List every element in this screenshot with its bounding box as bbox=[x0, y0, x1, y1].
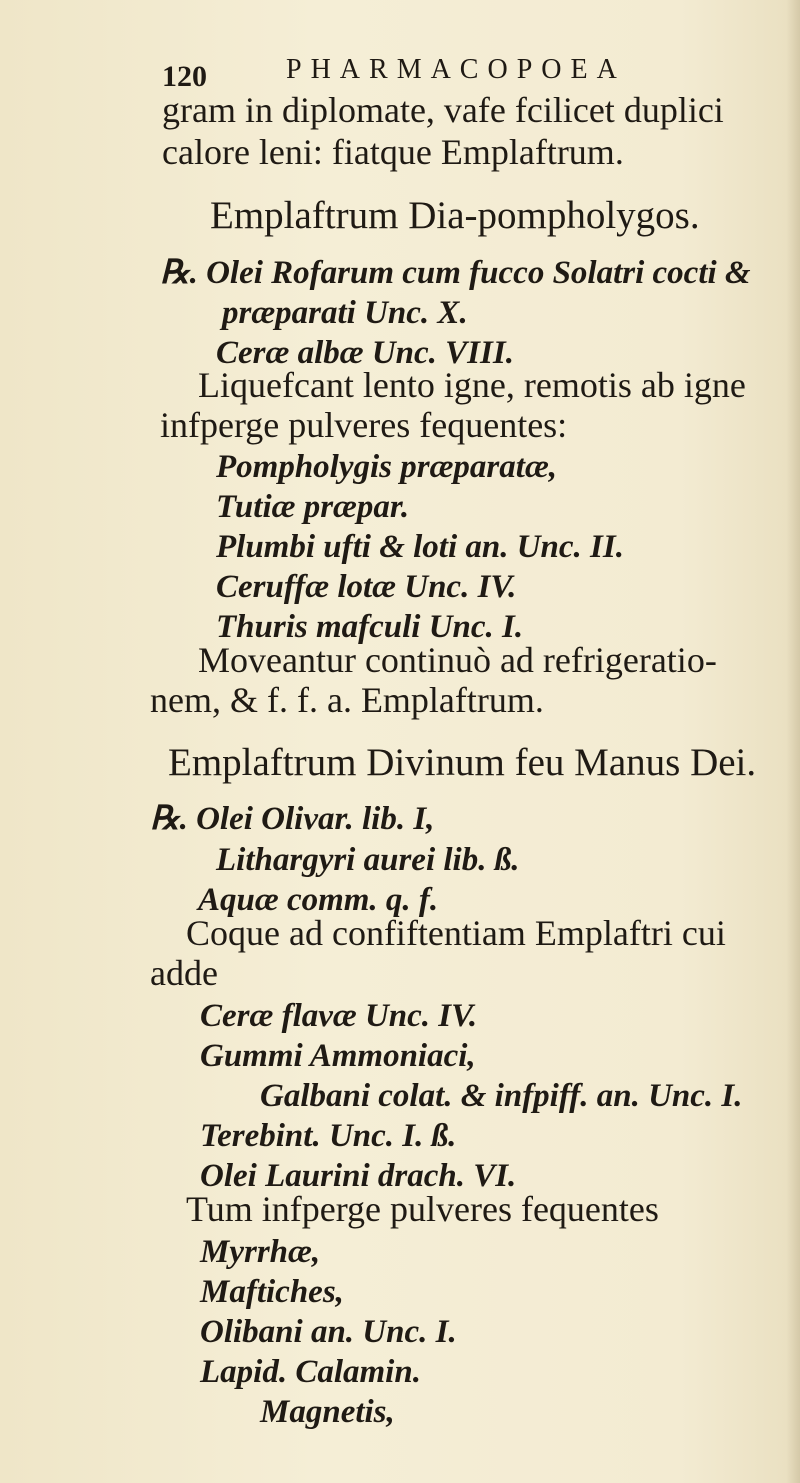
recipe-line: ℞. Olei Olivar. lib. I, bbox=[150, 801, 435, 837]
section-heading: Emplaftrum Divinum feu Manus Dei. bbox=[168, 741, 757, 784]
text-line: infperge pulveres fequentes: bbox=[160, 405, 568, 445]
ingredient-line: Ceruffæ lotæ Unc. IV. bbox=[216, 569, 517, 605]
text-line: Moveantur continuò ad refrigeratio- bbox=[198, 640, 717, 680]
ingredient-line: Terebint. Unc. I. ß. bbox=[200, 1118, 457, 1154]
recipe-line: Aquæ comm. q. f. bbox=[198, 882, 439, 918]
recipe-line: Lithargyri aurei lib. ß. bbox=[216, 842, 520, 878]
ingredient-line: Lapid. Calamin. bbox=[200, 1354, 421, 1390]
recipe-line: Ceræ albæ Unc. VIII. bbox=[216, 335, 514, 371]
ingredient-line: Plumbi ufti & loti an. Unc. II. bbox=[216, 529, 624, 565]
recipe-line: ℞. Olei Rofarum cum fucco Solatri cocti & bbox=[160, 255, 751, 291]
text-line: calore leni: fiatque Emplaftrum. bbox=[162, 132, 624, 172]
page-number: 120 bbox=[162, 60, 207, 93]
ingredient-line: Thuris mafculi Unc. I. bbox=[216, 609, 524, 645]
ingredient-line: Gummi Ammoniaci, bbox=[200, 1038, 476, 1074]
text-line: adde bbox=[150, 953, 218, 993]
page-edge-shadow bbox=[786, 0, 800, 1483]
ingredient-line: Myrrhæ, bbox=[200, 1234, 321, 1270]
running-title: PHARMACOPOEA bbox=[286, 54, 626, 85]
ingredient-line: Maftiches, bbox=[200, 1274, 344, 1310]
ingredient-line: Galbani colat. & infpiff. an. Unc. I. bbox=[260, 1078, 743, 1114]
section-heading: Emplaftrum Dia-pompholygos. bbox=[210, 194, 700, 237]
ingredient-line: Tutiæ præpar. bbox=[216, 489, 410, 525]
ingredient-line: Olei Laurini drach. VI. bbox=[200, 1158, 517, 1194]
text-line: Tum infperge pulveres fequentes bbox=[186, 1189, 659, 1229]
text-line: nem, & f. f. a. Emplaftrum. bbox=[150, 680, 544, 720]
text-line: gram in diplomate, vafe fcilicet duplici bbox=[162, 90, 724, 130]
ingredient-line: Magnetis, bbox=[260, 1394, 395, 1430]
text-line: Liquefcant lento igne, remotis ab igne bbox=[198, 365, 746, 405]
ingredient-line: Olibani an. Unc. I. bbox=[200, 1314, 457, 1350]
recipe-line: præparati Unc. X. bbox=[222, 295, 468, 331]
ingredient-line: Ceræ flavæ Unc. IV. bbox=[200, 998, 478, 1034]
ingredient-line: Pompholygis præparatæ, bbox=[216, 449, 558, 485]
text-line: Coque ad confiftentiam Emplaftri cui bbox=[186, 913, 726, 953]
